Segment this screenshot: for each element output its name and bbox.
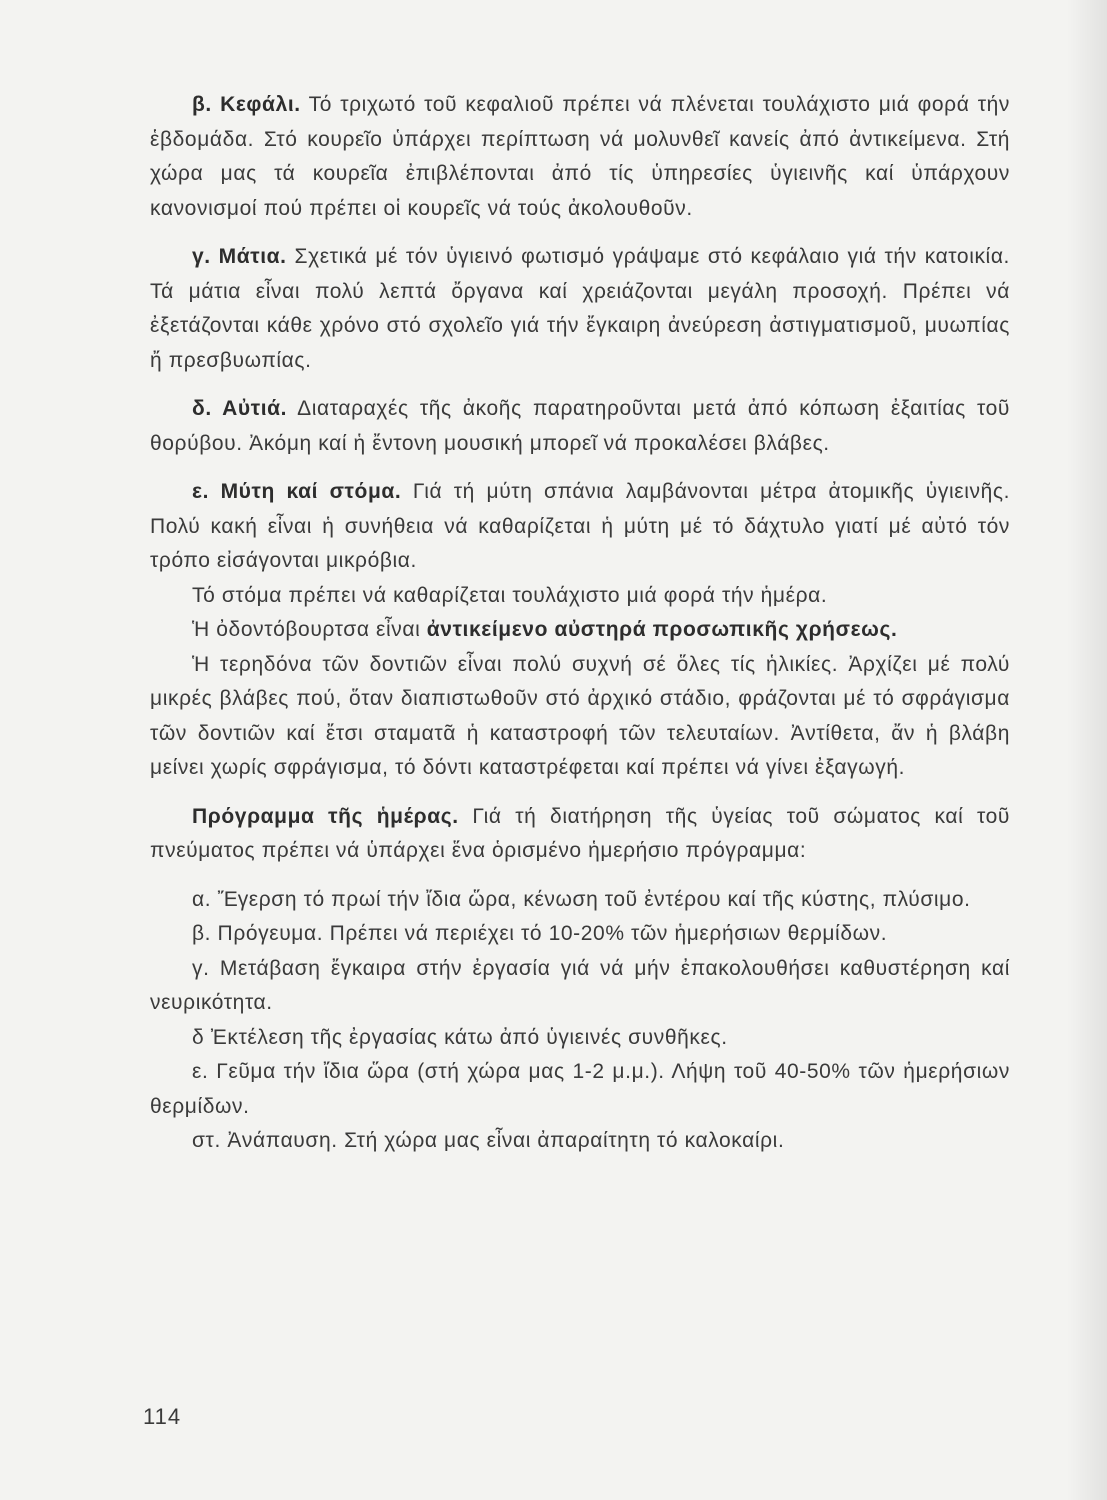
list-item-text: στ. Ἀνάπαυση. Στή χώρα μας εἶναι ἀπαραίτητη τό καλοκαίρι. xyxy=(192,1129,785,1152)
section-heading-daily-program: Πρόγραμμα τῆς ἡμέρας. xyxy=(192,804,459,828)
list-item-rest xyxy=(150,1124,1010,1159)
paragraph-daily-program xyxy=(150,800,1010,869)
paragraph-text: Ἡ ὀδοντόβουρτσα εἶναι xyxy=(192,618,427,641)
paragraph-text: Σχετικά μέ τόν ὑγιεινό φωτισμό γράψαμε στό κεφάλαιο γιά τήν κατοικία. Τά μάτια εἶναι πολύ λεπτά ὄργανα καί χρειάζονται μεγάλη προσοχή. Πρέπει νά ἐξετάζονται κάθε χρόνο στό σχολεῖο γιά τήν ἔγκαιρη ἀνεύρεση ἀστιγματισμοῦ, μυωπίας ἤ πρεσβυωπίας. xyxy=(150,245,1010,372)
paragraph-eyes xyxy=(150,240,1010,378)
list-item-wakeup xyxy=(150,883,1010,918)
paragraph-mouth-cleaning xyxy=(150,579,1010,614)
list-item-text: α. Ἔγερση τό πρωί τήν ἴδια ὥρα, κένωση τοῦ ἐντέρου καί τῆς κύστης, πλύσιμο. xyxy=(192,887,971,911)
list-item-text: ε. Γεῦμα τήν ἴδια ὥρα (στή χώρα μας 1-2 μ.μ.). Λήψη τοῦ 40-50% τῶν ἡμερήσιων θερμίδων. xyxy=(150,1060,1010,1118)
section-heading-ears: δ. Αὐτιά. xyxy=(192,397,288,420)
page-number: 114 xyxy=(143,1404,182,1429)
list-item-work xyxy=(150,1021,1010,1056)
paragraph-caries xyxy=(150,648,1010,786)
section-heading-nose-mouth: ε. Μύτη καί στόμα. xyxy=(192,480,402,503)
section-heading-head: β. Κεφάλι. xyxy=(192,93,301,116)
paragraph-ears xyxy=(150,392,1010,461)
list-item-text: γ. Μετάβαση ἔγκαιρα στήν ἐργασία γιά νά μήν ἐπακολουθήσει καθυστέρηση καί νευρικότητα. xyxy=(150,956,1010,1014)
paragraph-text: Τό τριχωτό τοῦ κεφαλιοῦ πρέπει νά πλένεται τουλάχιστο μιά φορά τήν ἑβδομάδα. Στό κουρεῖο ὑπάρχει περίπτωση νά μολυνθεῖ κανείς ἀπό ἀντικείμενα. Στή χώρα μας τά κουρεῖα ἐπιβλέπονται ἀπό τίς ὑπηρεσίες ὑγιεινῆς καί ὑπάρχουν κανονισμοί πού πρέπει οἱ κουρεῖς νά τούς ἀκολουθοῦν. xyxy=(150,93,1010,220)
paragraph-nose-mouth xyxy=(150,475,1010,579)
list-item-text: β. Πρόγευμα. Πρέπει νά περιέχει τό 10-20% τῶν ἡμερήσιων θερμίδων. xyxy=(192,922,888,945)
paragraph-text: Ἡ τερηδόνα τῶν δοντιῶν εἶναι πολύ συχνή σέ ὅλες τίς ἡλικίες. Ἀρχίζει μέ πολύ μικρές βλάβες πού, ὅταν διαπιστωθοῦν στό ἀρχικό στάδιο, φράζονται μέ τό σφράγισμα τῶν δοντιῶν καί ἔτσι σταματᾶ ἡ καταστροφή τῶν τελευταίων. Ἀντίθετα, ἄν ἡ βλάβη μείνει χωρίς σφράγισμα, τό δόντι καταστρέφεται καί πρέπει νά γίνει ἐξαγωγή. xyxy=(150,652,1010,779)
list-item-lunch xyxy=(150,1055,1010,1124)
paragraph-text: Τό στόμα πρέπει νά καθαρίζεται τουλάχιστο μιά φορά τήν ἡμέρα. xyxy=(192,583,828,607)
emphasis-text: ἀντικείμενο αὐστηρά προσωπικῆς χρήσεως. xyxy=(426,618,898,641)
paragraph-text: Γιά τή διατήρηση τῆς ὑγείας τοῦ σώματος καί τοῦ πνεύματος πρέπει νά ὑπάρχει ἕνα ὁρισμένο ἡμερήσιο πρόγραμμα: xyxy=(150,804,1010,862)
page-edge-shadow xyxy=(1067,0,1107,1500)
paragraph-head xyxy=(150,88,1010,226)
list-item-breakfast xyxy=(150,917,1010,952)
list-item-commute xyxy=(150,952,1010,1021)
page-body xyxy=(150,88,1010,1159)
paragraph-toothbrush xyxy=(150,613,1010,648)
paragraph-text: Διαταραχές τῆς ἀκοῆς παρατηροῦνται μετά ἀπό κόπωση ἐξαιτίας τοῦ θορύβου. Ἀκόμη καί ἡ ἔντονη μουσική μπορεῖ νά προκαλέσει βλάβες. xyxy=(150,397,1010,455)
list-item-text: δ Ἐκτέλεση τῆς ἐργασίας κάτω ἀπό ὑγιεινές συνθῆκες. xyxy=(192,1025,728,1049)
paragraph-text: Γιά τή μύτη σπάνια λαμβάνονται μέτρα ἀτομικῆς ὑγιεινῆς. Πολύ κακή εἶναι ἡ συνήθεια νά καθαρίζεται ἡ μύτη μέ τό δάχτυλο γιατί μέ αὐτό τόν τρόπο εἰσάγονται μικρόβια. xyxy=(150,480,1011,572)
section-heading-eyes: γ. Μάτια. xyxy=(192,245,287,268)
